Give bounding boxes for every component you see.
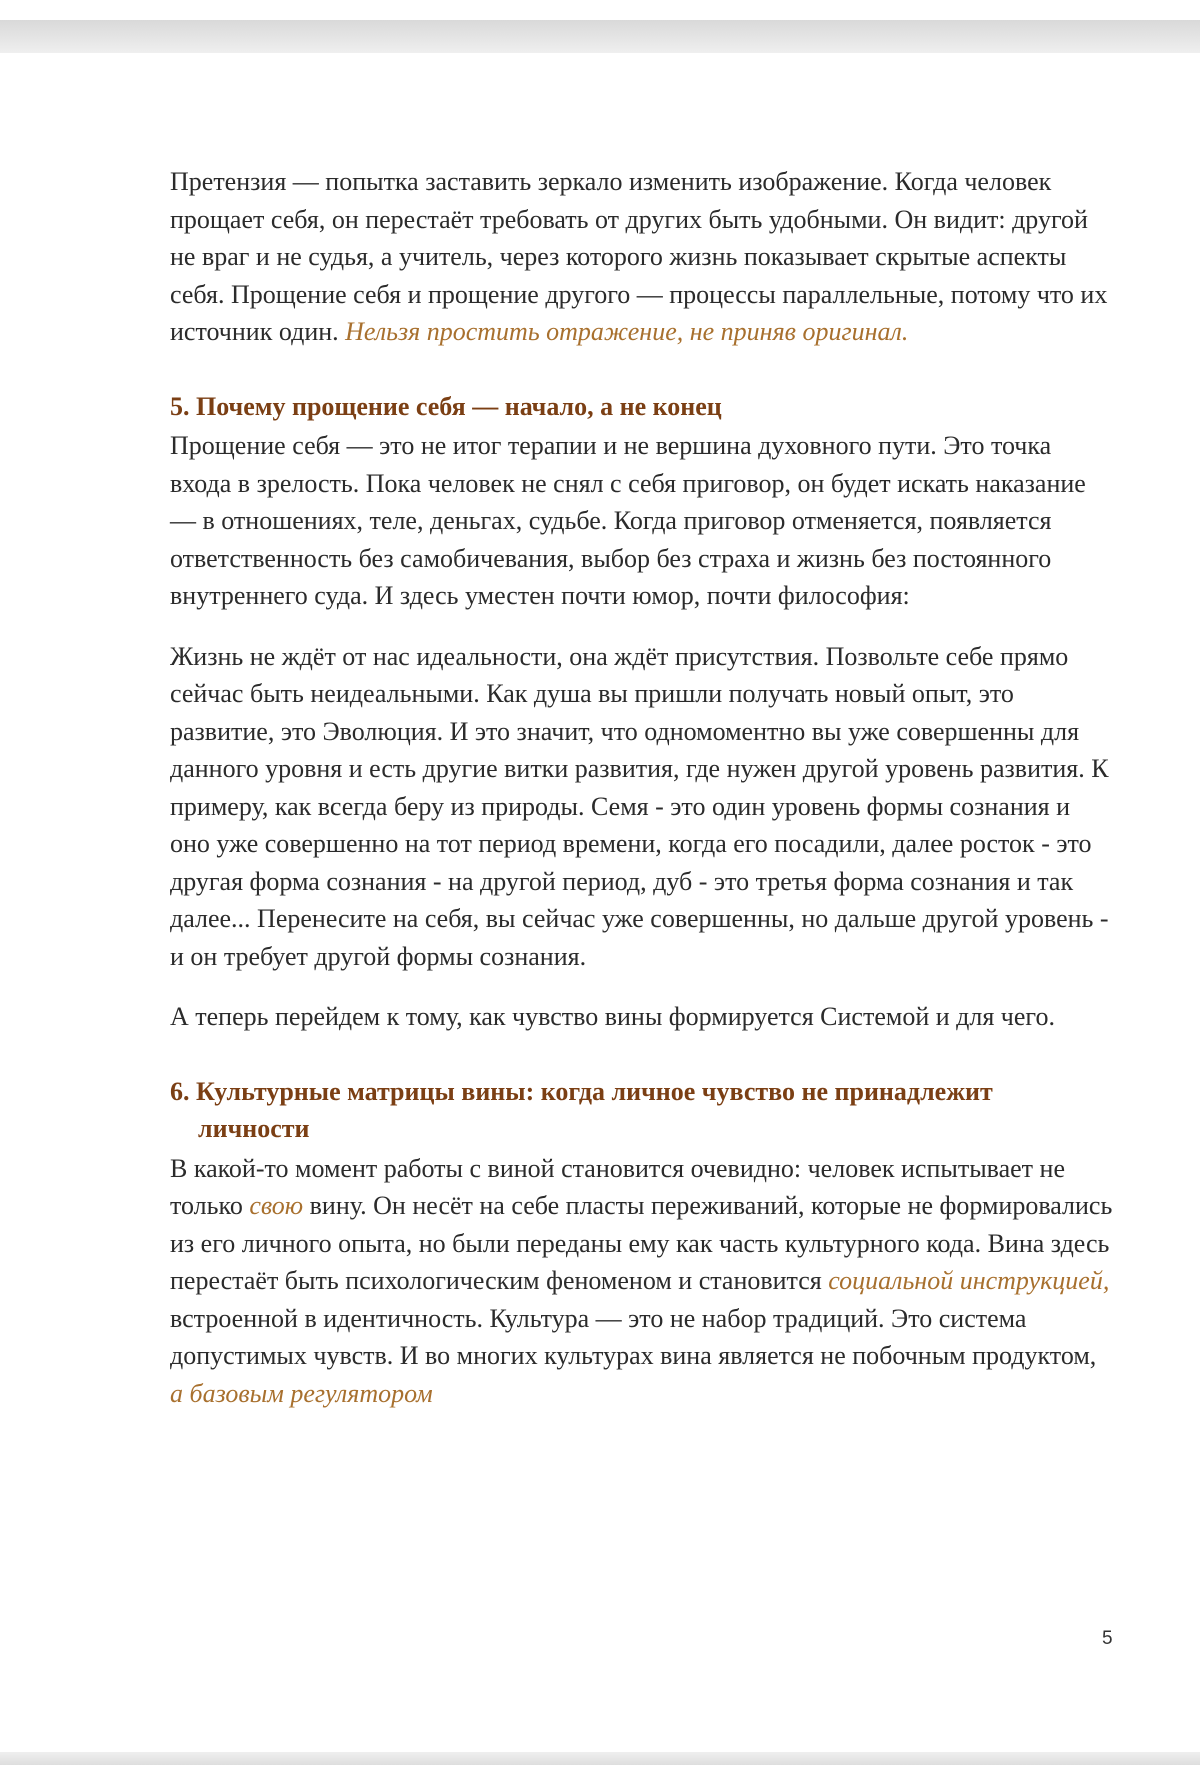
page-number: 5	[1102, 1628, 1113, 1649]
section-6-text-3: встроенной в идентичность. Культура — это не набор традиций. Это система допустимых чувств. И во многих культурах вина является не побочным продуктом,	[170, 1303, 1097, 1370]
paragraph-1-text: Претензия — попытка заставить зеркало изменить изображение. Когда человек прощает себя, он перестаёт требовать от других быть удобными. Он видит: другой не враг и не судья, а учитель, через которого жизнь показывает скрытые аспекты себя. Прощение себя и прощение другого — процессы параллельные, потому что их источник один.	[170, 167, 1108, 346]
document-page	[0, 53, 1200, 1752]
section-6-paragraph-1	[170, 1150, 1115, 1413]
section-5-paragraph-2: Жизнь не ждёт от нас идеальности, она ждёт присутствия. Позвольте себе прямо сейчас быть неидеальными. Как душа вы пришли получать новый опыт, это развитие, это Эволюция. И это значит, что одномоментно вы уже совершенны для данного уровня и есть другие витки развития, где нужен другой уровень развития. К примеру, как всегда беру из природы. Семя - это один уровень формы сознания и оно уже совершенно на тот период времени, когда его посадили, далее росток - это другая форма сознания - на другой период, дуб - это третья форма сознания и так далее... Перенесите на себя, вы сейчас уже совершенны, но дальше другой уровень - и он требует другой формы сознания.	[170, 641, 1109, 971]
section-6-accent-3: а базовым регулятором	[170, 1378, 433, 1408]
section-6-text-2: вину. Он несёт на себе пласты переживаний, которые не формировались из его личного опыта, но были переданы ему как часть культурного кода. Вина здесь перестаёт быть психологическим феноменом и становится	[170, 1191, 1113, 1295]
viewer-bottom-bar	[0, 1752, 1200, 1765]
section-6-heading-line-1: 6. Культурные матрицы вины: когда личное чувство не принадлежит	[170, 1076, 993, 1106]
section-6-accent-1: свою	[249, 1191, 304, 1220]
section-5-heading: 5. Почему прощение себя — начало, а не конец	[170, 391, 722, 421]
section-5-paragraph-1: Прощение себя — это не итог терапии и не вершина духовного пути. Это точка входа в зрелость. Пока человек не снял с себя приговор, он будет искать наказание — в отношениях, теле, деньгах, судьбе. Когда приговор отменяется, появляется ответственность без самобичевания, выбор без страха и жизнь без постоянного внутреннего суда. И здесь уместен почти юмор, почти философия:	[170, 431, 1086, 610]
paragraph-1-accent: Нельзя простить отражение, не приняв оригинал.	[345, 317, 909, 346]
page-content	[170, 163, 1115, 1412]
section-6-text-1: В какой-то момент работы с виной становится очевидно: человек испытывает не только	[170, 1153, 1065, 1220]
viewer-top-bar	[0, 20, 1200, 53]
paragraph-1	[170, 163, 1115, 351]
section-5-paragraph-3: А теперь перейдем к тому, как чувство вины формируется Системой и для чего.	[170, 1002, 1055, 1031]
section-6-heading	[170, 1073, 1115, 1148]
section-6-heading-line-2: личности	[198, 1114, 310, 1143]
section-6-accent-2: социальной инструкцией,	[828, 1266, 1110, 1295]
